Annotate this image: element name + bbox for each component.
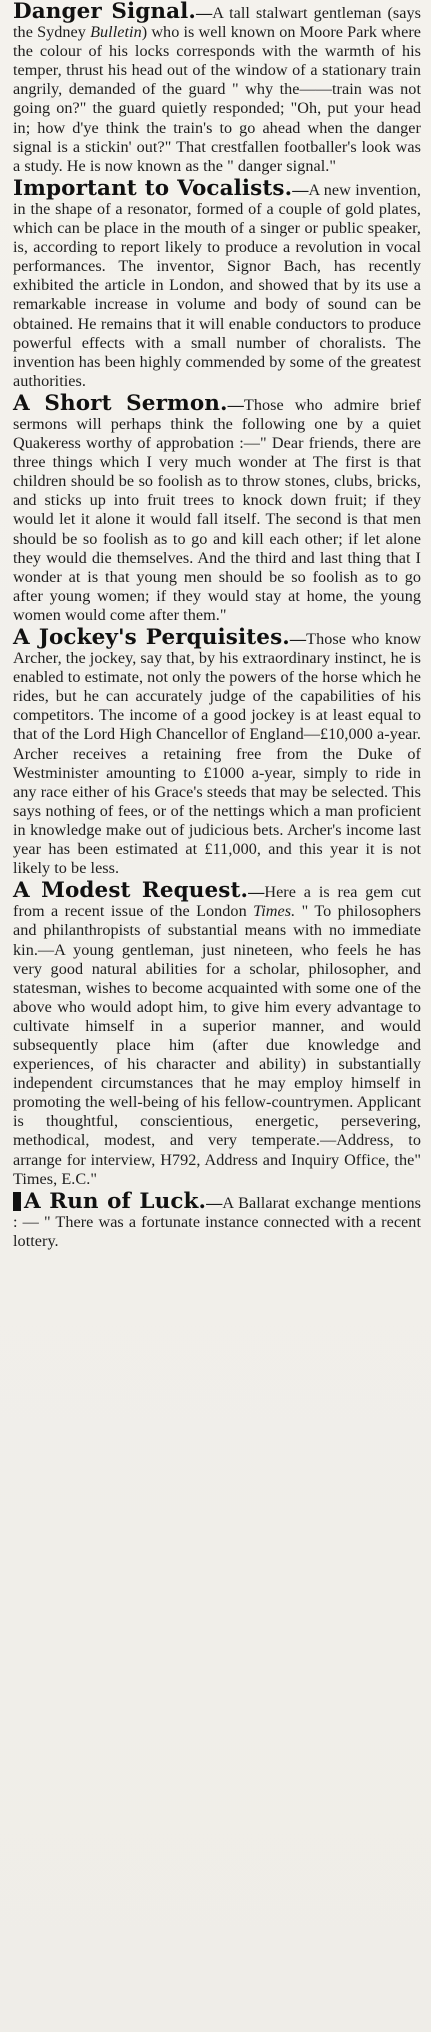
- article-headline: A Run of Luck.: [24, 1188, 207, 1214]
- article-headline: A Jockey's Perquisites.: [13, 625, 290, 650]
- column-marker-icon: [13, 1192, 21, 1211]
- article-paragraph: [13, 625, 421, 878]
- headline-dash: —: [248, 883, 265, 902]
- headline-dash: —: [195, 4, 213, 22]
- article-text: " To philosophers and philanthropists of substantial means with no immediate kin.—A young gentleman, just nineteen, who feels he has very good natural abilities for a scholar, philosopher, and statesman, wishes to become acquainted with some one of the above who would adopt him, to give him every advantage to cultivate himself in a superior manner, and would subsequently place him (after due knowledge and experiences, of his character and ability) in substantially independent circumstances that he may employ himself in promoting the well-being of his fellow-countrymen. Applicant is thoughtful, conscientious, energetic, persevering, methodical, modest, and very temperate.—Address, to arrange for interview, H792, Address and Inquiry Office, the" Times, E.C.": [13, 902, 421, 1188]
- article-a-jockeys-perquisites: [13, 625, 421, 878]
- headline-dash: —: [289, 630, 307, 648]
- article-headline: A Short Sermon.: [13, 390, 228, 416]
- article-paragraph: [13, 390, 421, 625]
- article-important-to-vocalists: [13, 175, 421, 391]
- article-a-short-sermon: [13, 390, 421, 625]
- article-text: A tall stalwart gentleman (says the Sydney: [13, 4, 421, 42]
- headline-dash: —: [292, 180, 309, 199]
- article-paragraph: [13, 1188, 421, 1251]
- article-text: Here a is rea gem cut from a recent issue of the London: [13, 883, 421, 921]
- article-paragraph: [13, 175, 421, 391]
- article-paragraph: [13, 2, 421, 176]
- article-text: A Ballarat exchange mentions : — " There was a fortunate instance connected with a recent lottery.: [13, 1193, 421, 1250]
- headline-dash: —: [206, 1193, 223, 1212]
- article-list: [13, 2, 421, 1251]
- article-headline: A Modest Request.: [13, 878, 249, 904]
- article-text: ) who is well known on Moore Park where the colour of his locks corresponds with the warmth of his temper, thrust his head out of the window of a stationary train angrily, demanded of the guard " why the——train was not going on?" the guard quietly responded; "Oh, put your head in; how d'ye think the train's to go ahead when the danger signal is a stickin' out?" That crestfallen footballer's look was a study. He is now known as the " danger signal.": [13, 23, 421, 175]
- headline-dash: —: [227, 395, 244, 414]
- italic-title: Times.: [253, 902, 296, 921]
- article-paragraph: [13, 878, 421, 1189]
- article-text: Those who know Archer, the jockey, say that, by his extraordinary instinct, he is enabled to estimate, not only the powers of the horse which he rides, but he can accurately judge of the capabilities of his competitors. The income of a good jockey is at least equal to that of the Lord High Chancellor of England—£10,000 a-year. Archer receives a retaining free from the Duke of Westminister amounting to £1000 a-year, simply to ride in any race either of his Grace's steeds that may be selected. This says nothing of fees, or of the nettings which a man proficient in knowledge make out of judicious bets. Archer's income last year has been estimated at £11,000, and this year it is not likely to be less.: [13, 630, 421, 878]
- article-text: Those who admire brief sermons will perhaps think the following one by a quiet Quakeress worthy of approbation :—" Dear friends, there are three things which I very much wonder at The first is that children should be so foolish as to throw stones, clubs, bricks, and sticks up into fruit trees to knock down fruit; if they would let it alone it would fall itself. The second is that men should be so foolish as to go and kill each other; if let alone they would die themselves. And the third and last thing that I wonder at is that young men should be so foolish as to go after young women; if they would stay at home, the young women would come after them.": [13, 395, 421, 624]
- article-a-run-of-luck: [13, 1188, 421, 1251]
- article-headline: Important to Vocalists.: [13, 175, 293, 201]
- article-danger-signal: [13, 2, 421, 176]
- article-text: A new invention, in the shape of a resonator, formed of a couple of gold plates, which can be place in the mouth of a singer or public speaker, is, according to report likely to produce a revolution in vocal performances. The inventor, Signor Bach, has recently exhibited the article in London, and showed that by its use a remarkable increase in volume and body of sound can be obtained. He remains that it will enable conductors to produce powerful effects with a small number of choralists. The invention has been highly commended by some of the greatest authorities.: [13, 180, 421, 390]
- article-headline: Danger Signal.: [13, 0, 196, 24]
- italic-title: Bulletin: [90, 23, 142, 42]
- article-a-modest-request: [13, 878, 421, 1189]
